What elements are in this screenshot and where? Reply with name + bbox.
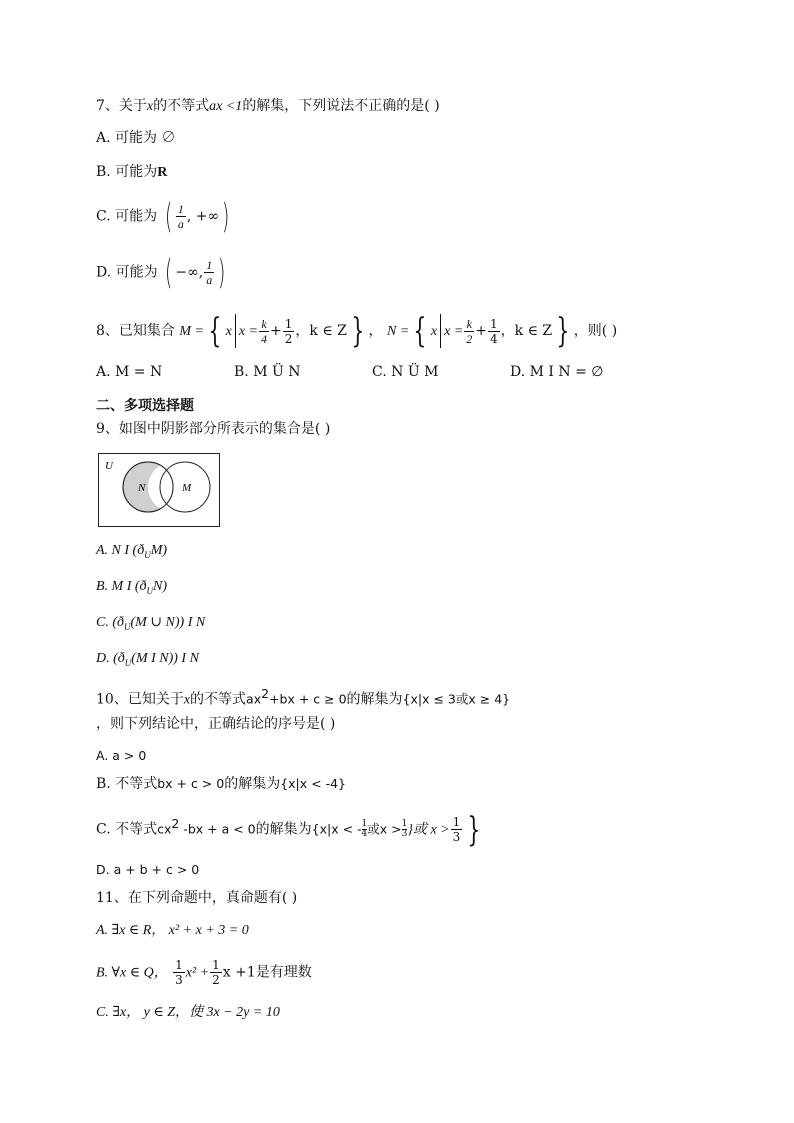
q11-option-a: A. ∃x ∈ R， x² + x + 3 = 0 <box>96 923 249 938</box>
q11-option-b: B. ∀x ∈ Q， $\frac{1}{3}$ x² + $\frac{1}{2}$ x +1是有理数 <box>96 958 312 987</box>
q7-option-c: C. 可能为 ( $\frac{1}{a}$ , +∞) <box>96 196 230 237</box>
q9-option-a: A. N I $(ð_UM)$ <box>96 543 168 560</box>
label-u: U <box>105 460 113 472</box>
q9-option-b: B. M I $(ð_UN)$ <box>96 579 168 596</box>
q7-stem: 7、关于x的不等式ax <1的解集，下列说法不正确的是( ) <box>96 98 440 114</box>
section-heading: 二、多项选择题 <box>96 398 194 414</box>
q8-option-c: C. N Ü M <box>372 364 439 380</box>
q11-stem: 11、在下列命题中，真命题有( ) <box>96 890 298 906</box>
q9-stem: 9、如图中阴影部分所表示的集合是( ) <box>96 421 331 437</box>
q7-option-b: B. 可能为R <box>96 164 168 180</box>
q10-option-c: C. 不等式$cx^2$ -bx + a < 0的解集为{x|x < - $\frac{1}{4}$ 或x > $\frac{1}{3}$ }或 x > $\frac{1}{3}$ } <box>96 809 481 850</box>
q8-option-d: D. M I N = ∅ <box>510 364 604 380</box>
venn-diagram <box>98 453 220 527</box>
q8-option-a: A. M = N <box>96 364 163 380</box>
label-m: M <box>182 482 192 494</box>
q8-option-b: B. M Ü N <box>234 364 301 380</box>
q9-option-c: C. ($ð_U(M$ ∪ N)) I N <box>96 615 206 632</box>
q10-option-a: A. a > 0 <box>96 748 147 763</box>
q10-stem-line2: ，则下列结论中，正确结论的序号是( ) <box>96 716 336 732</box>
q7-option-d: D. 可能为 ( −∞, $\frac{1}{a}$ ) <box>96 252 226 293</box>
q10-stem: 10、已知关于x的不等式$ax^2+bx + c \ge 0$的解集为{x|x ≤ 3或x ≥ 4} <box>96 686 511 708</box>
q10-option-d: D. a + b + c > 0 <box>96 862 200 877</box>
q8-stem: 8、已知集合 M = { x x = $\frac{k}{4}$ + $\frac{1}{2}$ ，k ∈ Z } ， N = { x x = $\frac{k}{2}$ + $\frac{1}{4}$ ，k ∈ Z } ，则( ) <box>96 311 618 351</box>
q7-option-a: A. 可能为 ∅ <box>96 130 176 146</box>
q9-option-d: D. ($ð_U(M$ I N)) I N <box>96 651 199 668</box>
q10-option-b: B. 不等式bx + c > 0的解集为{x|x < -4} <box>96 776 346 792</box>
q11-option-c: C. ∃x， y ∈ Z，使 3x − 2y = 10 <box>96 1005 280 1020</box>
label-n: N <box>138 482 146 494</box>
